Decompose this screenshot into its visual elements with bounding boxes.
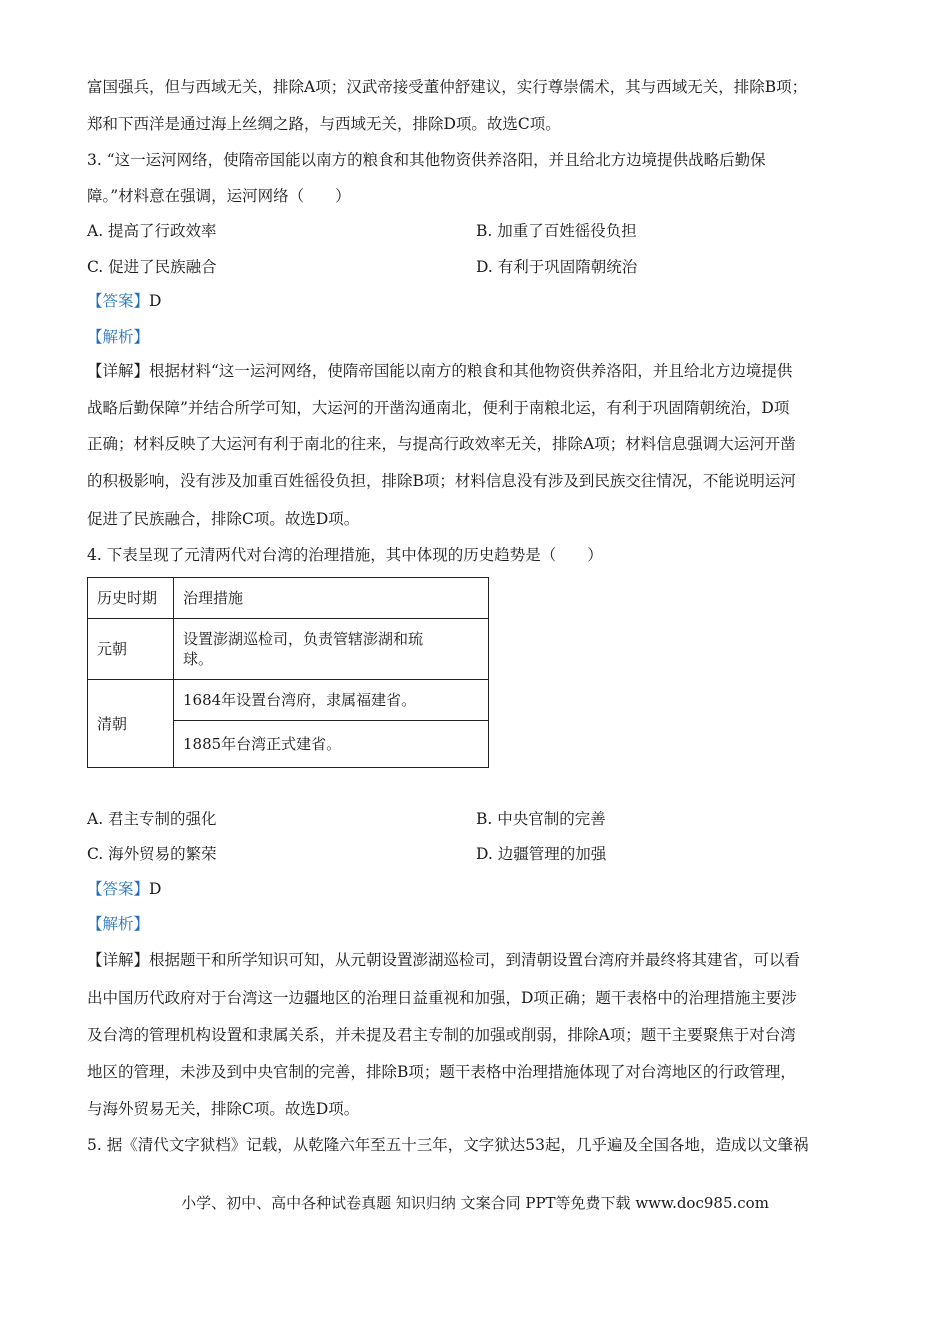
intro-line-2: 郑和下西洋是通过海上丝绸之路，与西域无关，排除D项。故选C项。	[87, 115, 561, 133]
answer-tag: 【答案】	[87, 292, 150, 310]
governance-table	[87, 577, 489, 768]
measure-yuan-line-2: 球。	[183, 650, 214, 668]
measure-qing-1885: 1885年台湾正式建省。	[174, 721, 489, 768]
table-row	[88, 619, 489, 680]
measure-yuan-line-1: 设置澎湖巡检司，负责管辖澎湖和琉	[183, 630, 424, 648]
q3-option-b: B. 加重了百姓徭役负担	[476, 222, 637, 240]
q3-detail-line-4: 的积极影响，没有涉及加重百姓徭役负担，排除B项；材料信息没有涉及到民族交往情况，不能说明运河	[87, 472, 796, 490]
period-qing: 清朝	[88, 680, 174, 768]
q3-option-c: C. 促进了民族融合	[87, 258, 217, 276]
q4-detail-line-2: 出中国历代政府对于台湾这一边疆地区的治理日益重视和加强，D项正确；题干表格中的治理措施主要涉	[87, 989, 797, 1007]
answer-tag: 【答案】	[87, 880, 150, 898]
q3-detail-line-5: 促进了民族融合，排除C项。故选D项。	[87, 510, 360, 528]
q4-detail-line-3: 及台湾的管理机构设置和隶属关系，并未提及君主专制的加强或削弱，排除A项；题干主要聚焦于对台湾	[87, 1026, 796, 1044]
q3-stem-line-1: 3. “这一运河网络，使隋帝国能以南方的粮食和其他物资供养洛阳，并且给北方边境提供战略后勤保	[87, 151, 766, 169]
answer-value: D	[149, 292, 162, 310]
q5-stem: 5. 据《清代文字狱档》记载，从乾隆六年至五十三年，文字狱达53起，几乎遍及全国各地，造成以文肇祸	[87, 1136, 809, 1154]
measure-yuan	[174, 619, 489, 680]
q3-detail-line-3: 正确；材料反映了大运河有利于南北的往来，与提高行政效率无关，排除A项；材料信息强调大运河开凿	[87, 435, 796, 453]
q4-option-d: D. 边疆管理的加强	[476, 845, 607, 863]
q4-detail-line-1: 【详解】根据题干和所学知识可知，从元朝设置澎湖巡检司，到清朝设置台湾府并最终将其建省，可以看	[87, 951, 801, 969]
q4-answer	[87, 879, 161, 899]
q3-answer	[87, 291, 161, 311]
q3-detail-line-1: 【详解】根据材料“这一运河网络，使隋帝国能以南方的粮食和其他物资供养洛阳，并且给北方边境提供	[87, 362, 793, 380]
intro-line-1: 富国强兵，但与西域无关，排除A项；汉武帝接受董仲舒建议，实行尊崇儒术，其与西域无关，排除B项；	[87, 78, 808, 96]
q4-detail-line-5: 与海外贸易无关，排除C项。故选D项。	[87, 1100, 360, 1118]
table-header-row	[88, 578, 489, 619]
analysis-tag: 【解析】	[87, 915, 150, 933]
q4-stem: 4. 下表呈现了元清两代对台湾的治理措施，其中体现的历史趋势是（ ）	[87, 546, 603, 564]
q3-option-a: A. 提高了行政效率	[87, 222, 217, 240]
header-period: 历史时期	[88, 578, 174, 619]
q4-option-b: B. 中央官制的完善	[476, 810, 606, 828]
period-yuan: 元朝	[88, 619, 174, 680]
q4-option-a: A. 君主专制的强化	[87, 810, 217, 828]
q3-option-d: D. 有利于巩固隋朝统治	[476, 258, 638, 276]
q3-stem-line-2: 障。”材料意在强调，运河网络（ ）	[87, 187, 351, 205]
q4-analysis-tag	[87, 914, 149, 934]
table-row	[88, 680, 489, 721]
page-footer: 小学、初中、高中各种试卷真题 知识归纳 文案合同 PPT等免费下载 www.doc985.com	[181, 1194, 769, 1212]
q4-detail-line-4: 地区的管理，未涉及到中央官制的完善，排除B项；题干表格中治理措施体现了对台湾地区的行政管理，	[87, 1063, 796, 1081]
measure-qing-1684: 1684年设置台湾府，隶属福建省。	[174, 680, 489, 721]
q4-option-c: C. 海外贸易的繁荣	[87, 845, 217, 863]
q3-detail-line-2: 战略后勤保障”并结合所学可知，大运河的开凿沟通南北，便利于南粮北运，有利于巩固隋朝统治，D项	[87, 399, 790, 417]
header-measure: 治理措施	[174, 578, 489, 619]
analysis-tag: 【解析】	[87, 328, 150, 346]
q3-analysis-tag	[87, 327, 149, 347]
answer-value: D	[149, 880, 162, 898]
